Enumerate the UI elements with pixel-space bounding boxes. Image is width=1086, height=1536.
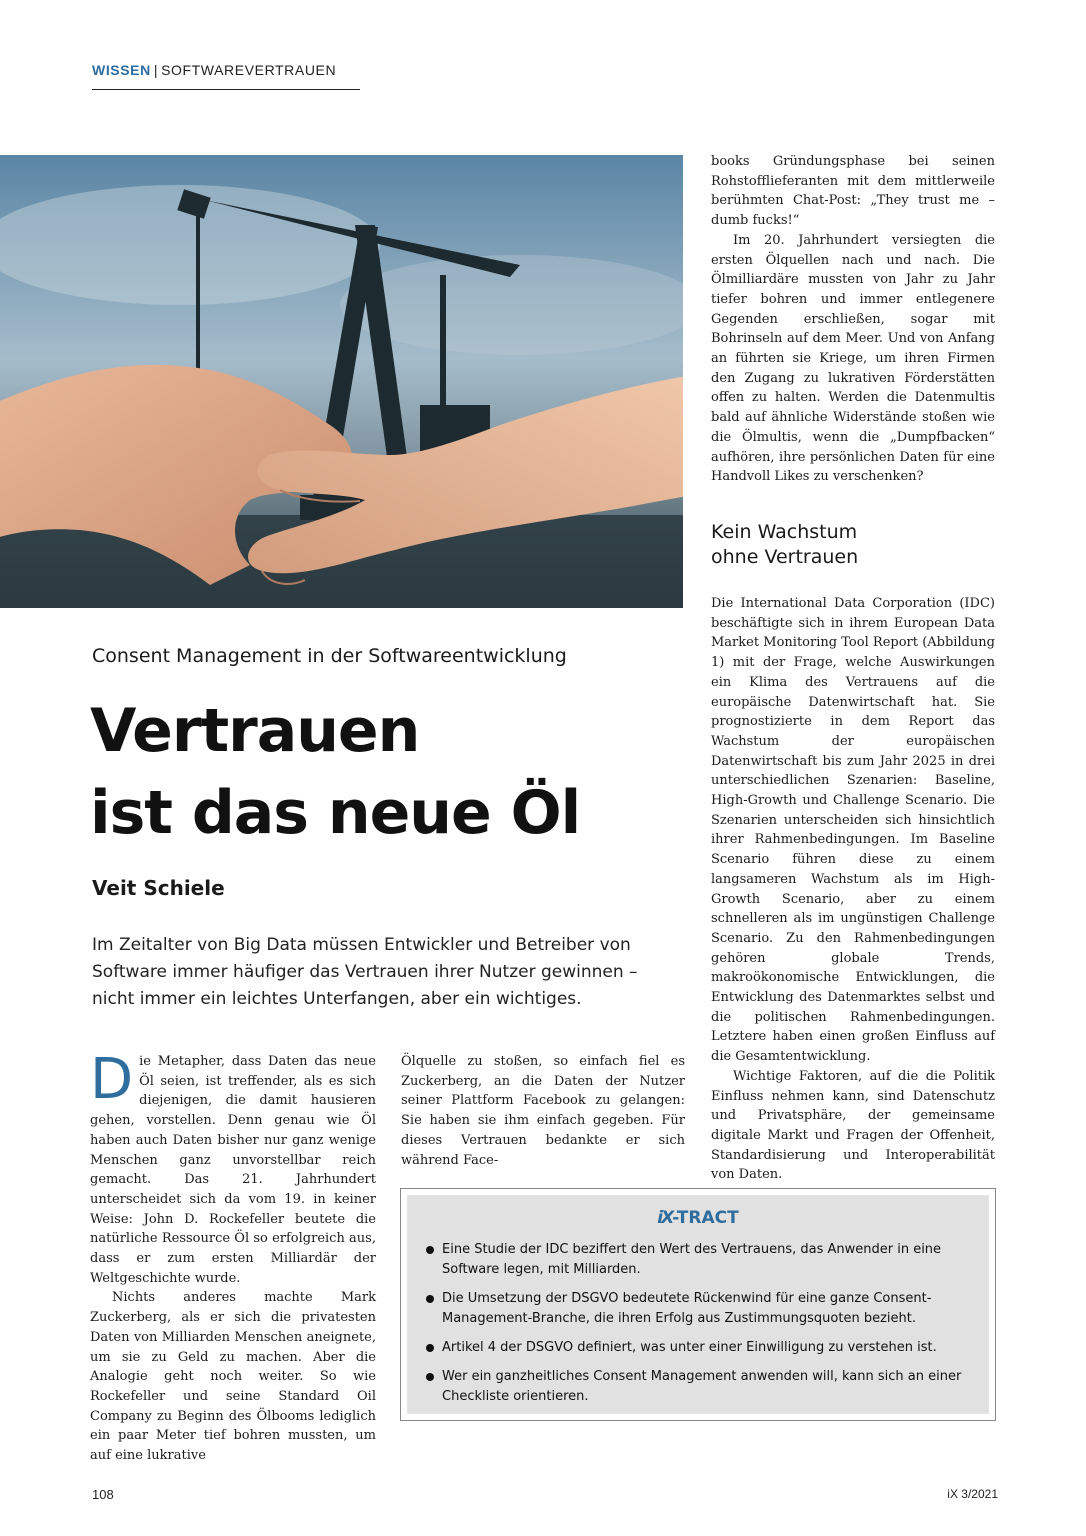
subheading-line-1: Kein Wachstum [711, 521, 858, 543]
list-item-text: Eine Studie der IDC beziffert den Wert des Vertrauens, das Anwender in eine Software legen, mit Milliarden. [442, 1242, 942, 1277]
ix-tract-summary-box [400, 1188, 996, 1421]
paragraph-intro-text: ie Metapher, dass Daten das neue Öl seien, ist treffender, als es sich diejenigen, die damit hausieren gehen, vorstellen. Denn genau wie Öl haben auch Daten bisher nur ganz wenige Menschen ganz unvorstellbar reich gemacht. Das 21. Jahrhundert unterscheidet sich da vom 19. in keiner Weise: John D. Rockefeller beutete die natürliche Ressource Öl so erfolgreich aus, dass er zum ersten Milliardär der Weltgeschichte wurde. [90, 1054, 376, 1286]
header-separator: | [153, 62, 159, 78]
list-item [426, 1367, 966, 1407]
bullet-icon [426, 1344, 434, 1352]
list-item [426, 1240, 966, 1280]
photo-illustration [0, 155, 683, 608]
article-pretitle: Consent Management in der Softwareentwicklung [92, 645, 567, 667]
paragraph-intro [90, 1047, 376, 1288]
article-lead: Im Zeitalter von Big Data müssen Entwickler und Betreiber von Software immer häufiger das Vertrauen ihrer Nutzer gewinnen – nicht immer ein leichtes Unterfangen, aber ein wichtiges. [92, 935, 638, 1009]
bullet-icon [426, 1295, 434, 1303]
text-column-3-top [711, 152, 995, 487]
paragraph: Die International Data Corporation (IDC) beschäftigte sich in ihrem European Data Market Monitoring Tool Report (Abbildung 1) mit der Frage, welche Auswirkungen ein Klima des Vertrauens auf die europäische Datenwirtschaft hat. Sie prognostizierte in dem Report das Wachstum der europäischen Datenwirtschaft bis zum Jahr 2025 in drei unterschiedlichen Szenarien: Baseline, High-Growth und Challenge Scenario. Die Szenarien unterscheiden sich hinsichtlich ihrer Rahmenbedingungen. Im Baseline Scenario führen diese zu einem langsameren Wachstum als im High-Growth Scenario, aber zu einem schnelleren als im ungünstigen Challenge Scenario. Zu den Rahmenbedingungen gehören globale Trends, makroökonomische Entwicklungen, die Entwicklung des Datenmarktes selbst und die politischen Rahmenbedingungen. Letztere haben einen großen Einfluss auf die Gesamtentwicklung. [711, 596, 995, 1065]
section-label: WISSEN [92, 62, 151, 78]
list-item-text: Artikel 4 der DSGVO definiert, was unter einer Einwilligung zu verstehen ist. [442, 1340, 937, 1355]
dropcap: D [90, 1047, 134, 1112]
handshake-oil-pump-photo [0, 155, 683, 608]
title-line-1: Vertrauen [90, 696, 420, 766]
ix-tract-inner [408, 1196, 988, 1413]
article-author: Veit Schiele [92, 876, 225, 900]
section-subheading [711, 520, 858, 570]
paragraph: Nichts anderes machte Mark Zuckerberg, als er sich die privatesten Daten von Milliarden Menschen aneignete, um sie zu Geld zu machen. Aber die Analogie geht noch weiter. So wie Rockefeller und seine Standard Oil Company zu Beginn des Ölbooms lediglich ein paar Meter tief bohren mussten, um auf eine lukrative [90, 1290, 376, 1464]
ix-tract-list [426, 1240, 966, 1416]
issue-label: iX 3/2021 [947, 1487, 998, 1501]
page-number: 108 [92, 1487, 114, 1502]
ix-tract-logo-text: -TRACT [672, 1208, 739, 1228]
paragraph: Ölquelle zu stoßen, so einfach fiel es Zuckerberg, an die Daten der Nutzer seiner Plattform Facebook zu gelangen: Sie haben sie ihm einfach gegeben. Für dieses Vertrauen bedankte er sich während Face- [401, 1054, 685, 1168]
ix-tract-logo [408, 1208, 988, 1228]
section-header [92, 62, 360, 90]
ix-logo-icon: iX [657, 1208, 673, 1228]
paragraph: books Gründungsphase bei seinen Rohstofflieferanten mit dem mittlerweile berühmten Chat-Post: „They trust me – dumb fucks!“ [711, 154, 995, 229]
text-column-3-bottom [711, 594, 995, 1185]
paragraph: Wichtige Faktoren, auf die die Politik Einfluss nehmen kann, sind Datenschutz und Privatsphäre, der gemeinsame digitale Markt und Fragen der Offenheit, Standardisierung und Interoperabilität von Daten. [711, 1068, 995, 1183]
bullet-icon [426, 1246, 434, 1254]
list-item-text: Wer ein ganzheitliches Consent Management anwenden will, kann sich an einer Checkliste orientieren. [442, 1369, 962, 1404]
title-line-2: ist das neue Öl [90, 778, 581, 848]
topic-label: SOFTWAREVERTRAUEN [161, 62, 337, 78]
text-column-1 [90, 1047, 376, 1466]
bullet-icon [426, 1373, 434, 1381]
list-item [426, 1338, 966, 1358]
list-item [426, 1289, 966, 1329]
subheading-line-2: ohne Vertrauen [711, 546, 859, 568]
text-column-2 [401, 1052, 685, 1170]
article-title [90, 690, 580, 854]
list-item-text: Die Umsetzung der DSGVO bedeutete Rückenwind für eine ganze Consent-Management-Branche, die ihren Erfolg aus Zustimmungsquoten bezieht. [442, 1291, 932, 1326]
paragraph: Im 20. Jahrhundert versiegten die ersten Ölquellen nach und nach. Die Ölmilliardäre mussten von Jahr zu Jahr tiefer bohren und immer entlegenere Gegenden erschließen, sogar mit Bohrinseln auf dem Meer. Und von Anfang an führten sie Kriege, um ihren Firmen den Zugang zu lukrativen Förderstätten offen zu halten. Werden die Datenmultis bald auf ähnliche Widerstände stoßen wie die Ölmultis, wenn die „Dumpfbacken“ aufhören, ihre persönlichen Daten für eine Handvoll Likes zu verschenken? [711, 232, 995, 485]
